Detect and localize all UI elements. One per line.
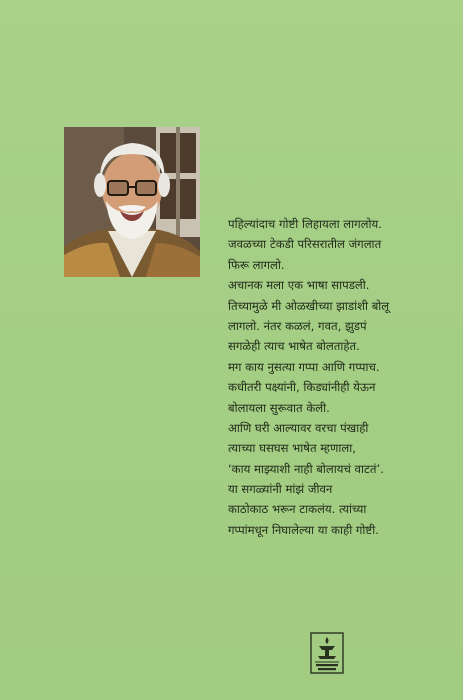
blurb-line: काठोकाठ भरून टाकलंय. त्यांच्या: [228, 502, 367, 517]
blurb-line: आणि घरी आल्यावर वरचा पंखाही: [228, 420, 369, 435]
blurb-line: बोलायला सुरूवात केली.: [228, 400, 330, 415]
blurb-line: जवळच्या टेकडी परिसरातील जंगलात: [228, 237, 382, 252]
blurb-line: कधीतरी पक्ष्यांनी, किड्यांनीही येऊन: [228, 380, 376, 395]
blurb-line: लागलो. नंतर कळलं, गवत, झुडपं: [228, 318, 367, 333]
blurb-line: सगळेही त्याच भाषेत बोलताहेत.: [228, 339, 360, 354]
blurb-text: [228, 214, 458, 540]
blurb-line: या सगळ्यांनी मांझं जीवन: [228, 482, 333, 497]
blurb-line: मग काय नुसत्या गप्पा आणि गप्पाच.: [228, 359, 380, 374]
blurb-line: त्याच्या घसघस भाषेत म्हणाला,: [228, 441, 356, 456]
blurb-line: पहिल्यांदाच गोष्टी लिहायला लागलोय.: [228, 217, 382, 231]
publisher-logo: [310, 632, 344, 674]
author-photo: [64, 127, 200, 277]
publisher-lamp-emblem-icon: [310, 632, 344, 674]
blurb-line: फिरू लागलो.: [228, 257, 285, 272]
author-portrait-icon: [64, 127, 200, 277]
blurb-line: ‘काय माझ्याशी नाही बोलायचं वाटतं’.: [228, 461, 384, 476]
blurb-line: गप्पांमधून निघालेल्या या काही गोष्टी.: [228, 522, 379, 537]
blurb-line: तिच्यामुळे मी ओळखीच्या झाडांशी बोलू: [228, 298, 390, 313]
blurb-line: अचानक मला एक भाषा सापडली.: [228, 278, 370, 293]
